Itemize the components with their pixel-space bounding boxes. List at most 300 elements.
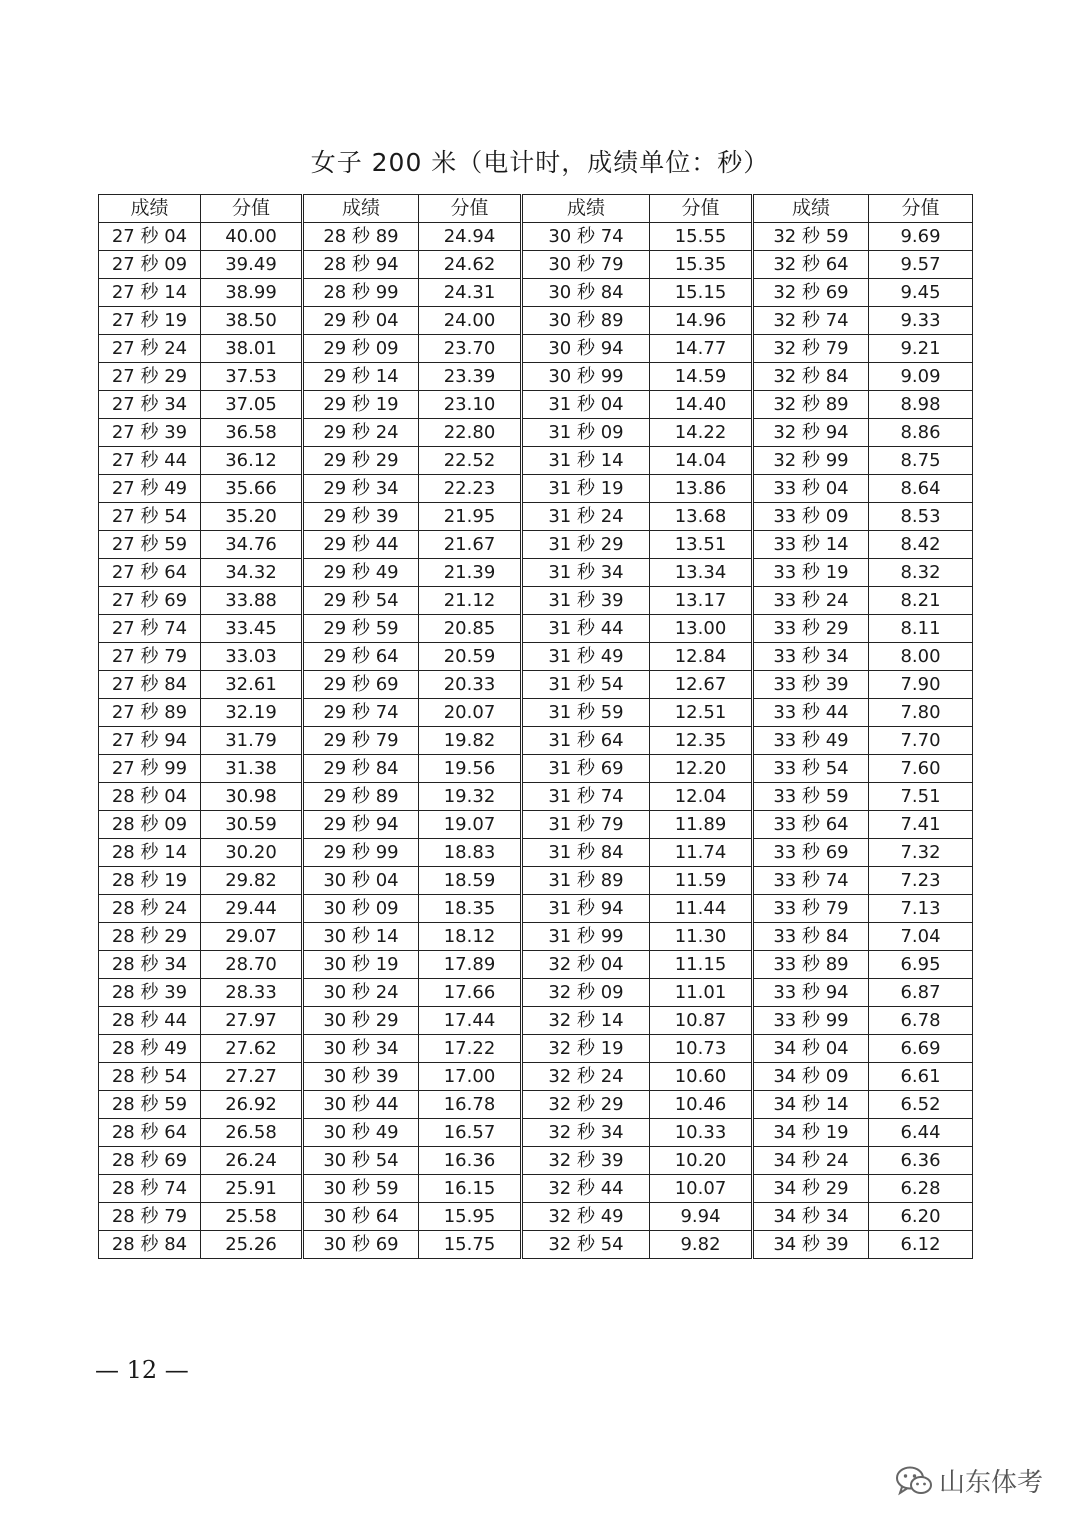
table-row: [99, 223, 973, 251]
table-row: [99, 727, 973, 755]
score-cell: 20.07: [419, 699, 522, 727]
score-cell: 20.59: [419, 643, 522, 671]
score-cell: 7.32: [869, 839, 973, 867]
score-cell: 10.33: [650, 1119, 753, 1147]
score-cell: 8.11: [869, 615, 973, 643]
score-cell: 27.62: [201, 1035, 303, 1063]
score-cell: 32.19: [201, 699, 303, 727]
result-cell: 33 秒 64: [753, 811, 869, 839]
score-cell: 6.87: [869, 979, 973, 1007]
result-cell: 32 秒 89: [753, 391, 869, 419]
score-cell: 38.50: [201, 307, 303, 335]
score-cell: 31.38: [201, 755, 303, 783]
score-cell: 6.95: [869, 951, 973, 979]
result-cell: 27 秒 79: [99, 643, 201, 671]
result-cell: 29 秒 84: [303, 755, 419, 783]
score-cell: 25.91: [201, 1175, 303, 1203]
score-cell: 14.96: [650, 307, 753, 335]
result-cell: 28 秒 34: [99, 951, 201, 979]
result-cell: 29 秒 44: [303, 531, 419, 559]
table-row: [99, 419, 973, 447]
score-cell: 20.33: [419, 671, 522, 699]
result-cell: 32 秒 24: [522, 1063, 650, 1091]
score-cell: 6.52: [869, 1091, 973, 1119]
score-cell: 22.52: [419, 447, 522, 475]
result-cell: 32 秒 44: [522, 1175, 650, 1203]
result-cell: 32 秒 49: [522, 1203, 650, 1231]
result-cell: 31 秒 79: [522, 811, 650, 839]
score-cell: 7.41: [869, 811, 973, 839]
result-cell: 27 秒 29: [99, 363, 201, 391]
score-cell: 21.12: [419, 587, 522, 615]
score-cell: 28.33: [201, 979, 303, 1007]
result-cell: 34 秒 39: [753, 1231, 869, 1259]
result-cell: 33 秒 44: [753, 699, 869, 727]
score-cell: 11.59: [650, 867, 753, 895]
score-cell: 36.12: [201, 447, 303, 475]
result-cell: 30 秒 89: [522, 307, 650, 335]
result-cell: 32 秒 14: [522, 1007, 650, 1035]
result-cell: 32 秒 19: [522, 1035, 650, 1063]
result-cell: 31 秒 59: [522, 699, 650, 727]
result-cell: 32 秒 04: [522, 951, 650, 979]
result-cell: 27 秒 64: [99, 559, 201, 587]
score-cell: 38.99: [201, 279, 303, 307]
score-cell: 14.59: [650, 363, 753, 391]
result-cell: 33 秒 69: [753, 839, 869, 867]
result-cell: 31 秒 54: [522, 671, 650, 699]
score-cell: 7.70: [869, 727, 973, 755]
result-cell: 28 秒 29: [99, 923, 201, 951]
score-cell: 8.00: [869, 643, 973, 671]
score-cell: 12.04: [650, 783, 753, 811]
score-cell: 17.22: [419, 1035, 522, 1063]
result-cell: 33 秒 74: [753, 867, 869, 895]
result-cell: 30 秒 74: [522, 223, 650, 251]
table-row: [99, 531, 973, 559]
result-cell: 34 秒 24: [753, 1147, 869, 1175]
result-cell: 34 秒 34: [753, 1203, 869, 1231]
result-cell: 29 秒 94: [303, 811, 419, 839]
result-cell: 28 秒 94: [303, 251, 419, 279]
score-cell: 27.27: [201, 1063, 303, 1091]
score-cell: 9.57: [869, 251, 973, 279]
result-cell: 27 秒 04: [99, 223, 201, 251]
score-cell: 26.58: [201, 1119, 303, 1147]
result-cell: 32 秒 94: [753, 419, 869, 447]
result-cell: 28 秒 24: [99, 895, 201, 923]
score-cell: 10.20: [650, 1147, 753, 1175]
result-cell: 27 秒 74: [99, 615, 201, 643]
score-cell: 15.15: [650, 279, 753, 307]
score-cell: 7.13: [869, 895, 973, 923]
result-cell: 33 秒 54: [753, 755, 869, 783]
result-cell: 27 秒 39: [99, 419, 201, 447]
result-cell: 27 秒 69: [99, 587, 201, 615]
result-cell: 30 秒 99: [522, 363, 650, 391]
score-table: [98, 194, 973, 1259]
score-cell: 9.82: [650, 1231, 753, 1259]
result-cell: 28 秒 49: [99, 1035, 201, 1063]
result-cell: 27 秒 14: [99, 279, 201, 307]
result-cell: 34 秒 14: [753, 1091, 869, 1119]
score-cell: 39.49: [201, 251, 303, 279]
result-cell: 31 秒 39: [522, 587, 650, 615]
table-row: [99, 923, 973, 951]
score-cell: 9.21: [869, 335, 973, 363]
result-cell: 31 秒 34: [522, 559, 650, 587]
result-cell: 31 秒 94: [522, 895, 650, 923]
table-row: [99, 1175, 973, 1203]
result-cell: 30 秒 19: [303, 951, 419, 979]
table-row: [99, 587, 973, 615]
score-cell: 16.57: [419, 1119, 522, 1147]
result-cell: 30 秒 09: [303, 895, 419, 923]
result-cell: 33 秒 59: [753, 783, 869, 811]
result-cell: 29 秒 39: [303, 503, 419, 531]
score-cell: 13.17: [650, 587, 753, 615]
header-row: [99, 195, 973, 223]
score-cell: 25.26: [201, 1231, 303, 1259]
score-cell: 22.23: [419, 475, 522, 503]
result-cell: 28 秒 14: [99, 839, 201, 867]
table-row: [99, 1035, 973, 1063]
score-cell: 9.33: [869, 307, 973, 335]
result-cell: 30 秒 04: [303, 867, 419, 895]
table-row: [99, 279, 973, 307]
page-title: 女子 200 米（电计时，成绩单位：秒）: [310, 148, 770, 177]
result-cell: 27 秒 44: [99, 447, 201, 475]
score-cell: 12.35: [650, 727, 753, 755]
result-cell: 30 秒 54: [303, 1147, 419, 1175]
score-cell: 17.44: [419, 1007, 522, 1035]
score-cell: 19.56: [419, 755, 522, 783]
score-cell: 11.44: [650, 895, 753, 923]
result-cell: 32 秒 09: [522, 979, 650, 1007]
score-cell: 16.15: [419, 1175, 522, 1203]
result-cell: 29 秒 74: [303, 699, 419, 727]
result-cell: 28 秒 09: [99, 811, 201, 839]
score-cell: 10.87: [650, 1007, 753, 1035]
score-cell: 21.39: [419, 559, 522, 587]
score-cell: 6.36: [869, 1147, 973, 1175]
table-row: [99, 391, 973, 419]
table-body: [99, 223, 973, 1259]
score-cell: 36.58: [201, 419, 303, 447]
result-cell: 28 秒 19: [99, 867, 201, 895]
score-cell: 7.60: [869, 755, 973, 783]
result-cell: 30 秒 39: [303, 1063, 419, 1091]
score-cell: 18.59: [419, 867, 522, 895]
score-cell: 33.88: [201, 587, 303, 615]
table-row: [99, 307, 973, 335]
score-cell: 18.35: [419, 895, 522, 923]
wechat-icon: [895, 1465, 933, 1497]
score-cell: 40.00: [201, 223, 303, 251]
table-row: [99, 1119, 973, 1147]
score-cell: 13.68: [650, 503, 753, 531]
score-cell: 33.45: [201, 615, 303, 643]
result-cell: 28 秒 39: [99, 979, 201, 1007]
score-cell: 13.00: [650, 615, 753, 643]
table-row: [99, 475, 973, 503]
score-cell: 25.58: [201, 1203, 303, 1231]
result-cell: 30 秒 94: [522, 335, 650, 363]
result-cell: 32 秒 64: [753, 251, 869, 279]
table-row: [99, 839, 973, 867]
table-row: [99, 1063, 973, 1091]
result-cell: 29 秒 19: [303, 391, 419, 419]
table-row: [99, 1091, 973, 1119]
result-cell: 29 秒 79: [303, 727, 419, 755]
score-cell: 6.44: [869, 1119, 973, 1147]
result-cell: 34 秒 19: [753, 1119, 869, 1147]
score-cell: 6.12: [869, 1231, 973, 1259]
result-cell: 30 秒 29: [303, 1007, 419, 1035]
score-cell: 29.44: [201, 895, 303, 923]
result-cell: 32 秒 34: [522, 1119, 650, 1147]
result-cell: 29 秒 49: [303, 559, 419, 587]
score-cell: 23.70: [419, 335, 522, 363]
result-cell: 29 秒 99: [303, 839, 419, 867]
score-cell: 7.80: [869, 699, 973, 727]
score-cell: 30.20: [201, 839, 303, 867]
result-cell: 28 秒 44: [99, 1007, 201, 1035]
result-cell: 29 秒 69: [303, 671, 419, 699]
column-header: 成绩: [303, 195, 419, 223]
table-row: [99, 615, 973, 643]
score-cell: 8.21: [869, 587, 973, 615]
result-cell: 33 秒 94: [753, 979, 869, 1007]
table-row: [99, 1147, 973, 1175]
score-cell: 27.97: [201, 1007, 303, 1035]
score-cell: 7.23: [869, 867, 973, 895]
result-cell: 29 秒 64: [303, 643, 419, 671]
result-cell: 33 秒 89: [753, 951, 869, 979]
result-cell: 28 秒 74: [99, 1175, 201, 1203]
result-cell: 33 秒 99: [753, 1007, 869, 1035]
score-cell: 11.89: [650, 811, 753, 839]
column-header: 分值: [869, 195, 973, 223]
table-row: [99, 643, 973, 671]
score-cell: 17.89: [419, 951, 522, 979]
result-cell: 30 秒 84: [522, 279, 650, 307]
result-cell: 27 秒 84: [99, 671, 201, 699]
result-cell: 28 秒 79: [99, 1203, 201, 1231]
score-cell: 6.61: [869, 1063, 973, 1091]
column-header: 分值: [201, 195, 303, 223]
score-cell: 8.75: [869, 447, 973, 475]
score-cell: 32.61: [201, 671, 303, 699]
result-cell: 30 秒 49: [303, 1119, 419, 1147]
result-cell: 29 秒 29: [303, 447, 419, 475]
score-cell: 34.32: [201, 559, 303, 587]
score-cell: 14.40: [650, 391, 753, 419]
result-cell: 34 秒 09: [753, 1063, 869, 1091]
score-cell: 34.76: [201, 531, 303, 559]
score-cell: 30.98: [201, 783, 303, 811]
result-cell: 29 秒 04: [303, 307, 419, 335]
score-cell: 28.70: [201, 951, 303, 979]
result-cell: 27 秒 59: [99, 531, 201, 559]
score-cell: 12.51: [650, 699, 753, 727]
result-cell: 29 秒 34: [303, 475, 419, 503]
score-cell: 22.80: [419, 419, 522, 447]
result-cell: 30 秒 69: [303, 1231, 419, 1259]
table-row: [99, 1007, 973, 1035]
score-cell: 7.04: [869, 923, 973, 951]
score-cell: 12.67: [650, 671, 753, 699]
score-cell: 8.64: [869, 475, 973, 503]
table-row: [99, 363, 973, 391]
result-cell: 30 秒 64: [303, 1203, 419, 1231]
table-row: [99, 503, 973, 531]
score-cell: 10.73: [650, 1035, 753, 1063]
result-cell: 33 秒 84: [753, 923, 869, 951]
score-cell: 9.94: [650, 1203, 753, 1231]
result-cell: 28 秒 54: [99, 1063, 201, 1091]
score-cell: 6.20: [869, 1203, 973, 1231]
result-cell: 32 秒 74: [753, 307, 869, 335]
score-cell: 19.32: [419, 783, 522, 811]
result-cell: 28 秒 59: [99, 1091, 201, 1119]
score-cell: 24.00: [419, 307, 522, 335]
result-cell: 31 秒 24: [522, 503, 650, 531]
table-row: [99, 335, 973, 363]
table-row: [99, 783, 973, 811]
score-cell: 10.07: [650, 1175, 753, 1203]
score-cell: 14.04: [650, 447, 753, 475]
result-cell: 31 秒 09: [522, 419, 650, 447]
score-cell: 8.42: [869, 531, 973, 559]
score-cell: 35.20: [201, 503, 303, 531]
result-cell: 28 秒 84: [99, 1231, 201, 1259]
table-row: [99, 251, 973, 279]
score-cell: 15.95: [419, 1203, 522, 1231]
result-cell: 33 秒 19: [753, 559, 869, 587]
score-cell: 19.82: [419, 727, 522, 755]
result-cell: 30 秒 14: [303, 923, 419, 951]
result-cell: 33 秒 49: [753, 727, 869, 755]
column-header: 成绩: [753, 195, 869, 223]
table-row: [99, 895, 973, 923]
result-cell: 32 秒 39: [522, 1147, 650, 1175]
result-cell: 31 秒 99: [522, 923, 650, 951]
result-cell: 29 秒 09: [303, 335, 419, 363]
result-cell: 31 秒 74: [522, 783, 650, 811]
table-row: [99, 447, 973, 475]
result-cell: 31 秒 69: [522, 755, 650, 783]
result-cell: 29 秒 24: [303, 419, 419, 447]
result-cell: 27 秒 89: [99, 699, 201, 727]
result-cell: 30 秒 34: [303, 1035, 419, 1063]
result-cell: 31 秒 84: [522, 839, 650, 867]
score-cell: 11.15: [650, 951, 753, 979]
result-cell: 28 秒 89: [303, 223, 419, 251]
score-cell: 29.82: [201, 867, 303, 895]
result-cell: 31 秒 44: [522, 615, 650, 643]
score-cell: 18.12: [419, 923, 522, 951]
result-cell: 32 秒 69: [753, 279, 869, 307]
score-cell: 11.01: [650, 979, 753, 1007]
result-cell: 34 秒 04: [753, 1035, 869, 1063]
result-cell: 30 秒 44: [303, 1091, 419, 1119]
result-cell: 27 秒 94: [99, 727, 201, 755]
score-cell: 8.86: [869, 419, 973, 447]
result-cell: 31 秒 49: [522, 643, 650, 671]
table-row: [99, 1231, 973, 1259]
result-cell: 27 秒 24: [99, 335, 201, 363]
column-header: 成绩: [522, 195, 650, 223]
result-cell: 31 秒 29: [522, 531, 650, 559]
score-cell: 21.95: [419, 503, 522, 531]
score-cell: 13.34: [650, 559, 753, 587]
table-row: [99, 867, 973, 895]
result-cell: 30 秒 24: [303, 979, 419, 1007]
result-cell: 33 秒 14: [753, 531, 869, 559]
score-cell: 10.46: [650, 1091, 753, 1119]
result-cell: 32 秒 29: [522, 1091, 650, 1119]
result-cell: 27 秒 34: [99, 391, 201, 419]
score-cell: 14.22: [650, 419, 753, 447]
result-cell: 33 秒 24: [753, 587, 869, 615]
score-cell: 6.69: [869, 1035, 973, 1063]
result-cell: 27 秒 49: [99, 475, 201, 503]
score-cell: 16.36: [419, 1147, 522, 1175]
result-cell: 28 秒 99: [303, 279, 419, 307]
score-cell: 26.92: [201, 1091, 303, 1119]
result-cell: 31 秒 89: [522, 867, 650, 895]
score-cell: 8.98: [869, 391, 973, 419]
result-cell: 33 秒 79: [753, 895, 869, 923]
score-cell: 33.03: [201, 643, 303, 671]
result-cell: 29 秒 54: [303, 587, 419, 615]
table-row: [99, 951, 973, 979]
score-cell: 31.79: [201, 727, 303, 755]
result-cell: 32 秒 84: [753, 363, 869, 391]
score-cell: 15.55: [650, 223, 753, 251]
result-cell: 31 秒 04: [522, 391, 650, 419]
column-header: 分值: [419, 195, 522, 223]
result-cell: 27 秒 99: [99, 755, 201, 783]
result-cell: 27 秒 19: [99, 307, 201, 335]
result-cell: 33 秒 09: [753, 503, 869, 531]
result-cell: 30 秒 79: [522, 251, 650, 279]
score-cell: 7.51: [869, 783, 973, 811]
score-cell: 11.74: [650, 839, 753, 867]
score-cell: 10.60: [650, 1063, 753, 1091]
score-cell: 17.00: [419, 1063, 522, 1091]
table-row: [99, 671, 973, 699]
result-cell: 31 秒 64: [522, 727, 650, 755]
score-cell: 29.07: [201, 923, 303, 951]
result-cell: 29 秒 89: [303, 783, 419, 811]
score-cell: 24.94: [419, 223, 522, 251]
result-cell: 32 秒 79: [753, 335, 869, 363]
watermark: [895, 1462, 1043, 1499]
table-row: [99, 811, 973, 839]
result-cell: 29 秒 59: [303, 615, 419, 643]
result-cell: 32 秒 99: [753, 447, 869, 475]
score-cell: 9.09: [869, 363, 973, 391]
score-cell: 6.78: [869, 1007, 973, 1035]
result-cell: 28 秒 64: [99, 1119, 201, 1147]
column-header: 成绩: [99, 195, 201, 223]
score-cell: 30.59: [201, 811, 303, 839]
page-number: — 12 —: [95, 1356, 189, 1384]
score-cell: 26.24: [201, 1147, 303, 1175]
score-cell: 13.51: [650, 531, 753, 559]
